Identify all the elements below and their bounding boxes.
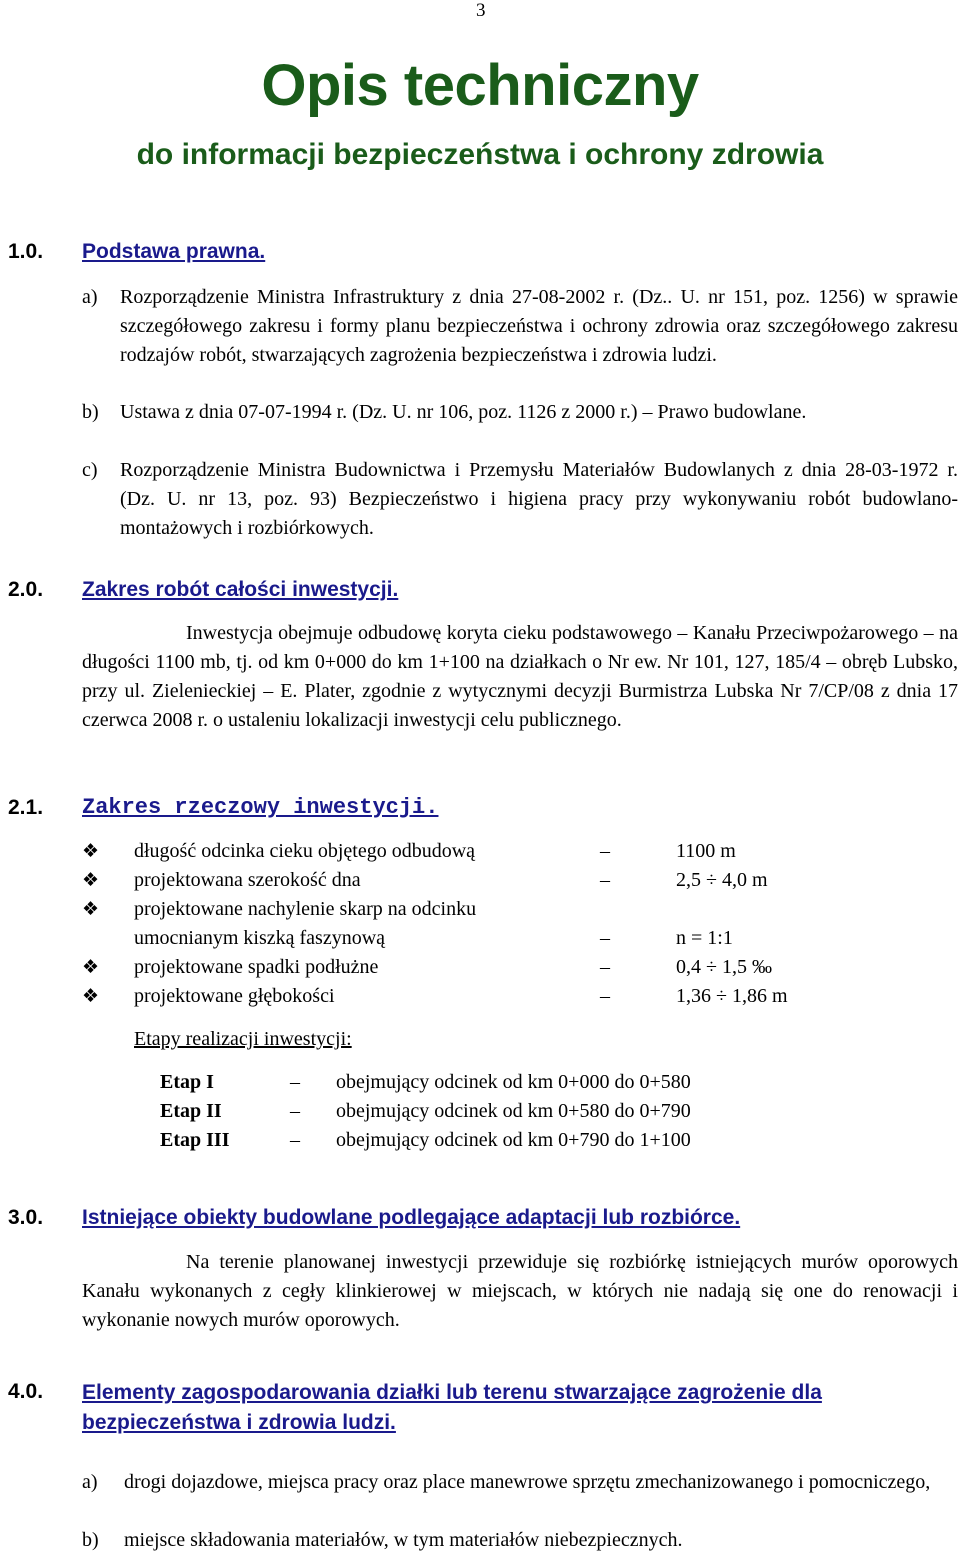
bullet-text: projektowane głębokości [134,985,335,1007]
bullet-icon: ❖ [82,898,100,920]
dash: – [600,956,610,978]
section-title-material-scope: Zakres rzeczowy inwestycji. [82,795,439,820]
bullet-text: projektowane spadki podłużne [134,956,379,978]
dash: – [290,1071,300,1093]
stage-name: Etap III [160,1129,230,1151]
legal-item-b: Ustawa z dnia 07-07-1994 r. (Dz. U. nr 106, poz. 1126 z 2000 r.) – Prawo budowlane. [120,401,807,423]
bullet-icon: ❖ [82,869,100,891]
item-label: a) [82,1471,98,1493]
bullet-icon: ❖ [82,840,100,862]
hazard-item-a: drogi dojazdowe, miejsca pracy oraz place manewrowe sprzętu zmechanizowanego i pomocniczego, [124,1471,931,1493]
item-label: a) [82,286,98,308]
item-label: b) [82,401,99,423]
section-title-existing-objects: Istniejące obiekty budowlane podlegające adaptacji lub rozbiórce. [82,1206,741,1229]
stage-text: obejmujący odcinek od km 0+790 do 1+100 [336,1129,691,1151]
bullet-value: n = 1:1 [676,927,733,949]
bullet-value: 1100 m [676,840,736,862]
dash: – [600,985,610,1007]
bullet-icon: ❖ [82,956,100,978]
stage-name: Etap II [160,1100,222,1122]
section-number: 4.0. [8,1380,44,1403]
document-subtitle: do informacji bezpieczeństwa i ochrony zdrowia [136,138,824,171]
item-label: b) [82,1529,99,1551]
dash: – [290,1100,300,1122]
bullet-text-continued: umocnianym kiszką faszynową [134,927,386,949]
section-number: 3.0. [8,1206,44,1229]
section-title-hazard-elements: Elementy zagospodarowania działki lub terenu stwarzające zagrożenie dla bezpieczeństwa i zdrowia ludzi. [82,1381,822,1434]
section-title-scope: Zakres robót całości inwestycji. [82,578,399,601]
dash: – [600,869,610,891]
bullet-value: 2,5 ÷ 4,0 m [676,869,768,891]
dash: – [290,1129,300,1151]
item-label: c) [82,459,98,481]
existing-objects-paragraph: Na terenie planowanej inwestycji przewiduje się rozbiórkę istniejących murów oporowych Kanału wykonanych z cegły klinkierowej w miejscach, w których nie nadają się one do renowacji i wykonanie nowych murów oporowych. [82,1251,958,1331]
bullet-icon: ❖ [82,985,100,1007]
dash: – [600,927,610,949]
legal-item-c: Rozporządzenie Ministra Budownictwa i Przemysłu Materiałów Budowlanych z dnia 28-03-1972 r. (Dz. U. nr 13, poz. 93) Bezpieczeństwo i higiena pracy przy wykonywaniu robót budowlano-montażowych i rozbiórkowych. [120,459,958,539]
stage-name: Etap I [160,1071,214,1093]
section-number: 2.0. [8,578,44,601]
hazard-item-b: miejsce składowania materiałów, w tym materiałów niebezpiecznych. [124,1529,683,1551]
scope-paragraph: Inwestycja obejmuje odbudowę koryta cieku podstawowego – Kanału Przeciwpożarowego – na długości 1100 mb, tj. od km 0+000 do km 1+100 na działkach o Nr ew. Nr 101, 127, 185/4 – obręb Lubsko, przy ul. Zielenieckiej – E. Plater, zgodnie z wytycznymi decyzji Burmistrza Lubska Nr 7/CP/08 z dnia 17 czerwca 2008 r. o ustaleniu lokalizacji inwestycji celu publicznego. [82,622,958,731]
bullet-value: 1,36 ÷ 1,86 m [676,985,788,1007]
bullet-text: projektowana szerokość dna [134,869,361,891]
bullet-value: 0,4 ÷ 1,5 ‰ [676,956,772,978]
stage-text: obejmujący odcinek od km 0+000 do 0+580 [336,1071,691,1093]
section-number: 2.1. [8,796,44,819]
stage-text: obejmujący odcinek od km 0+580 do 0+790 [336,1100,691,1122]
section-title-legal-basis: Podstawa prawna. [82,240,266,263]
bullet-text: długość odcinka cieku objętego odbudową [134,840,476,862]
section-number: 1.0. [8,240,44,263]
document-title: Opis techniczny [261,53,699,118]
legal-item-a: Rozporządzenie Ministra Infrastruktury z dnia 27-08-2002 r. (Dz.. U. nr 151, poz. 1256) w sprawie szczegółowego zakresu i formy planu bezpieczeństwa i ochrony zdrowia oraz szczegółowego zakresu rodzajów robót, stwarzających zagrożenia bezpieczeństwa i zdrowia ludzi. [120,286,958,366]
bullet-text: projektowane nachylenie skarp na odcinku [134,898,477,920]
page-number: 3 [476,0,486,21]
dash: – [600,840,610,862]
stages-heading: Etapy realizacji inwestycji: [134,1028,352,1050]
